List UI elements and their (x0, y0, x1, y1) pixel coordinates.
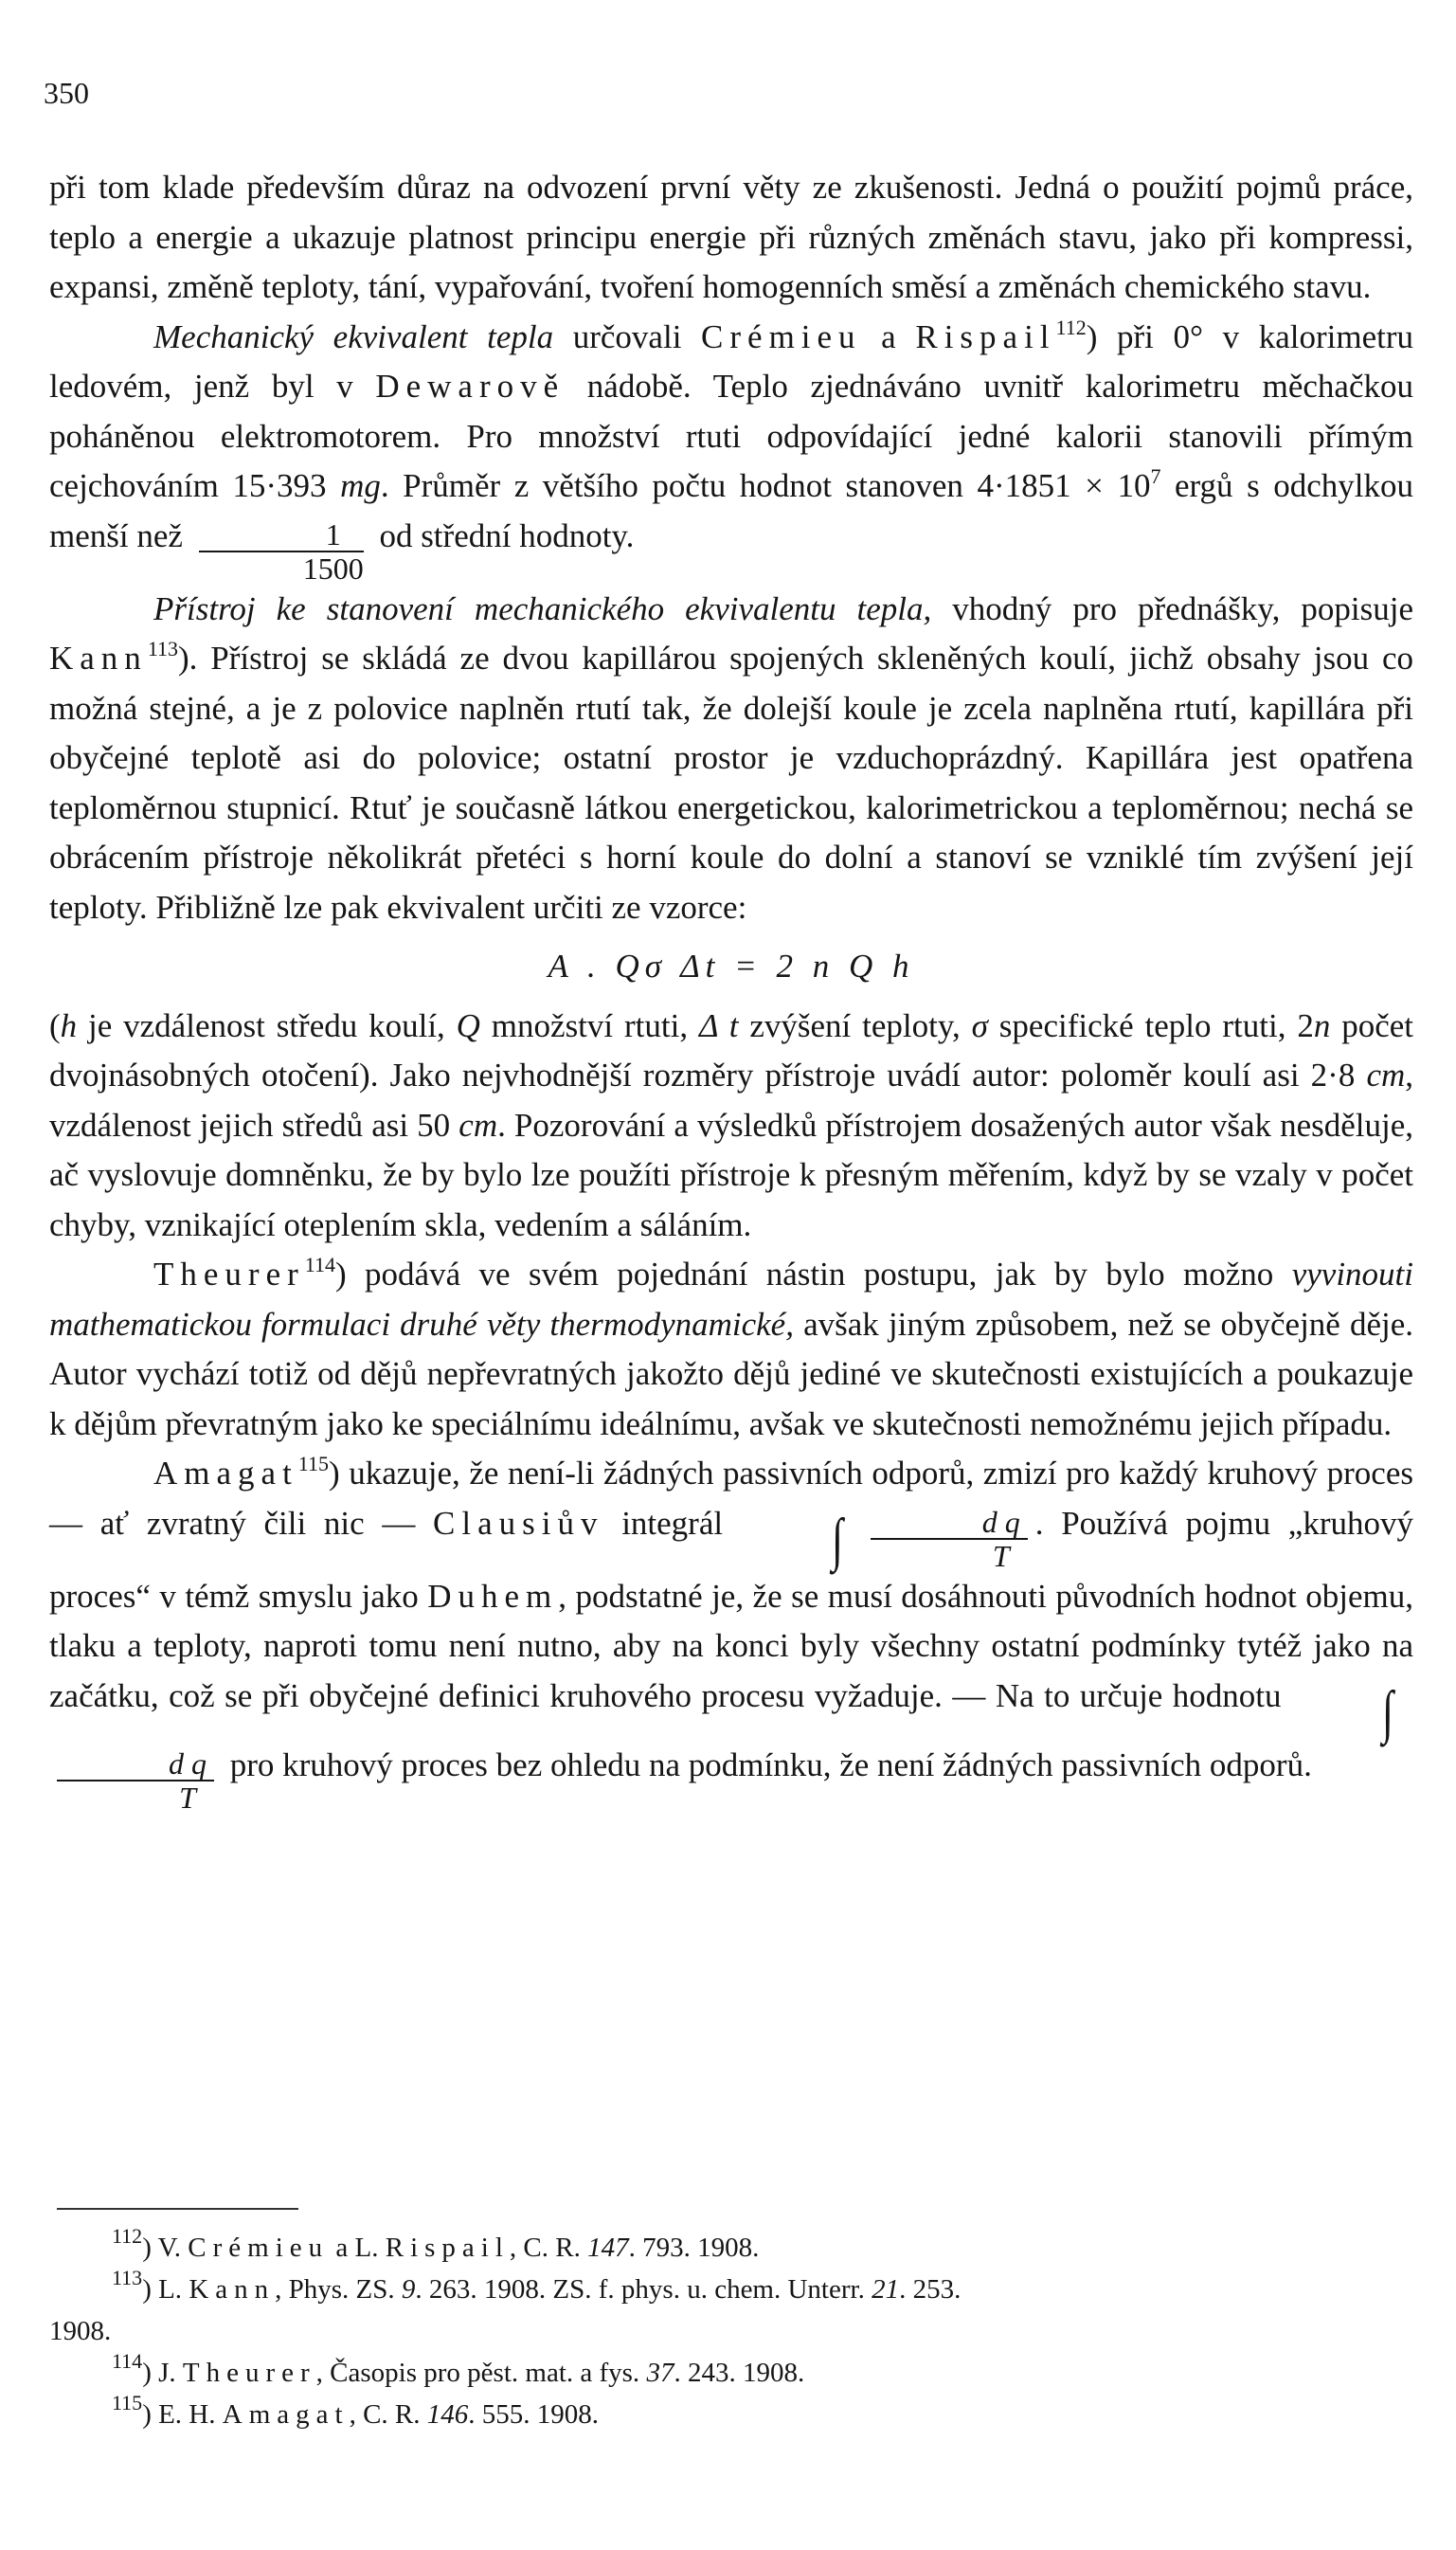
footnote-ref: 112 (1055, 315, 1087, 339)
math-symbol: n (1313, 1006, 1331, 1044)
formula: A . Qσ Δt = 2 n Q h (548, 948, 915, 985)
fraction-denominator: T (179, 1780, 196, 1815)
author-name: Duhem (427, 1577, 559, 1615)
paragraph (49, 585, 1413, 933)
text: specifické teplo rtuti, 2 (987, 1006, 1314, 1044)
italic-text: Mechanický ekvivalent tepla (153, 317, 554, 355)
author-name: Rispail (915, 317, 1056, 355)
integral-sign: ∫ (1382, 1679, 1393, 1745)
text: a (861, 317, 916, 355)
author-name: Dewarově (375, 368, 566, 405)
text: při tom klade především důraz na odvození první věty ze zkušenosti. Jedná o použití pojmů práce, teplo a energie a ukazuje platnost principu energie při různých změnách stavu, jako při kompressi, expansi, změně teploty, tání, vypařování, tvoření homogenních směsí a změnách chemického stavu. (49, 169, 1413, 305)
author-name: Kann (189, 2274, 276, 2305)
footnote-number: 112 (112, 2224, 143, 2248)
exponent: 7 (1150, 464, 1161, 488)
text: nádobě. Teplo zjednáváno uvnitř kalorimetru měchačkou poháněnou elektromotorem. Pro množství rtuti odpovídající jedné kalorii stanovili přímým cejchováním 15·393 (49, 368, 1413, 504)
unit: cm (458, 1106, 498, 1144)
text: . Používá pojmu „kruhový proces“ v témž smyslu jako (49, 1504, 1413, 1615)
fraction (199, 518, 364, 585)
volume: 37 (646, 2358, 674, 2388)
footnote-ref: 113 (147, 637, 178, 660)
footnote-number: 114 (112, 2349, 143, 2373)
author-name: Amagat (153, 1455, 298, 1492)
author-name: Crémieu (188, 2233, 330, 2263)
text: ). Přístroj se skládá ze dvou kapillárou spojených skleněných koulí, jichž obsahy jsou co možná stejné, a je z polovice naplněn rtutí tak, že dolejší koule je zcela naplněna rtutí, kapillára při obyčejné teplotě asi do polovice; ostatní prostor je vzduchoprázdný. Kapillára jest opatřena teploměrnou stupnicí. Rtuť je současně látkou energetickou, kalorimetrickou a teploměrnou; nechá se obrácením přístroje několikrát přetéci s horní koule do dolní a stanoví se vzniklé tím zvýšení její teploty. Přibližně lze pak ekvivalent určiti ze vzorce: (49, 640, 1413, 926)
paragraph (49, 1449, 1413, 1814)
footnote-ref: 114 (304, 1253, 335, 1276)
paragraph (49, 1250, 1413, 1449)
footnote: $^{114}$) J. Theurer, Časopis pro pěst. mat. a fys. 37. 243. 1908. (112, 2349, 805, 2388)
footnote-continuation: 1908. (49, 2316, 112, 2346)
text: avšak jiným způsobem, než se obyčejně děje. Autor vychází totiž od dějů nepřevratných jakožto dějů jediné ve skutečnosti existujících a poukazuje k dějům převratným jako ke speciálnímu ideálnímu, avšak ve skutečnosti nemožnému jejich případu. (49, 1305, 1414, 1442)
unit: mg (340, 467, 381, 504)
text: určovali (553, 317, 702, 355)
author-name: Clausiův (433, 1504, 604, 1542)
math-symbol: Q (456, 1006, 480, 1044)
volume: 147 (587, 2233, 629, 2263)
italic-text: vyvinouti mathematickou formulaci druhé věty thermodynamické, (49, 1256, 1413, 1343)
author-name: Kann (49, 640, 148, 677)
volume: 21 (872, 2274, 900, 2305)
text: ergů s odchylkou menší než (49, 467, 1414, 554)
page-number: 350 (44, 76, 89, 110)
text: množství rtuti, (479, 1006, 699, 1044)
text: integrál (603, 1504, 741, 1542)
italic-text: Přístroj ke stanovení mechanického ekvivalentu tepla, (153, 589, 932, 627)
footnote: $^{113}$) L. Kann, Phys. ZS. 9. 263. 1908. ZS. f. phys. u. chem. Unterr. 21. 253. (112, 2266, 962, 2305)
author-name: Amagat (222, 2399, 350, 2430)
text: počet dvojnásobných otočení). Jako nejvhodnější rozměry přístroje uvádí autor: poloměr koulí asi 2·8 (49, 1006, 1413, 1094)
math-symbol: Δ t (698, 1006, 739, 1044)
main-text (49, 163, 1413, 1814)
unit: cm (1366, 1057, 1406, 1094)
volume: 9 (401, 2274, 416, 2305)
text: je vzdálenost středu koulí, (77, 1006, 457, 1044)
footnote-number: 113 (112, 2266, 143, 2289)
text: ) ukazuje, že není-li žádných passivních odporů, zmizí pro každý kruhový proces — ať zvratný čili nic — (49, 1455, 1413, 1542)
integral-sign: ∫ (831, 1507, 843, 1572)
fraction (871, 1506, 1028, 1572)
text: ) při 0° v kalorimetru ledovém, jenž byl v (49, 317, 1413, 405)
author-name: Rispail (385, 2233, 510, 2263)
footnote-divider (57, 2208, 298, 2210)
text: , podstatné je, že se musí dosáhnouti původních hodnot objemu, tlaku a teploty, naproti tomu není nutno, aby na konci byly všechny ostatní podmínky tytéž jako na začátku, což se při obyčejné definici kruhového procesu vyžaduje. — Na to určuje hodnotu (49, 1577, 1413, 1714)
footnote: $^{115}$) E. H. Amagat, C. R. 146. 555. 1908. (112, 2391, 600, 2430)
fraction-numerator: 1 (199, 518, 364, 552)
fraction-denominator: T (992, 1538, 1010, 1573)
text: ( (49, 1006, 61, 1044)
fraction-numerator: d q (871, 1506, 1028, 1540)
footnote-ref: 115 (297, 1452, 329, 1475)
footnote: $^{112}$) V. Crémieu a L. Rispail, C. R. 147. 793. 1908. (112, 2224, 760, 2263)
text: zvýšení teploty, (738, 1006, 972, 1044)
text: pro kruhový proces bez ohledu na podmínku, že není žádných passivních odporů. (222, 1745, 1312, 1783)
text: . Průměr z většího počtu hodnot stanoven 4·1851 × 10 (380, 467, 1151, 504)
paragraph (49, 313, 1413, 585)
author-name: Crémieu (701, 317, 862, 355)
fraction (57, 1747, 214, 1814)
math-symbol: σ (971, 1006, 988, 1044)
text: vhodný pro přednášky, popisuje (931, 589, 1413, 627)
text: od střední hodnoty. (370, 516, 635, 554)
paragraph (49, 1002, 1413, 1251)
paragraph (49, 163, 1413, 313)
text: . Pozorování a výsledků přístrojem dosažených autor však nesděluje, ač vyslovuje domněnku, že by bylo lze použíti přístroje k přesným měřením, když by se vzaly v počet chyby, vznikající oteplením skla, vedením a sáláním. (49, 1106, 1413, 1243)
text: , vzdálenost jejich středů asi 50 (49, 1057, 1413, 1144)
footnote-number: 115 (112, 2391, 143, 2414)
footnotes (49, 2224, 1413, 2435)
fraction-denominator: 1500 (302, 551, 364, 586)
math-symbol: h (60, 1006, 78, 1044)
author-name: Theurer (153, 1256, 305, 1293)
text: ) podává ve svém pojednání nástin postupu, jak by bylo možno (334, 1256, 1292, 1293)
volume: 146 (426, 2399, 469, 2430)
fraction-numerator: d q (57, 1747, 214, 1781)
author-name: Theurer (182, 2358, 316, 2388)
